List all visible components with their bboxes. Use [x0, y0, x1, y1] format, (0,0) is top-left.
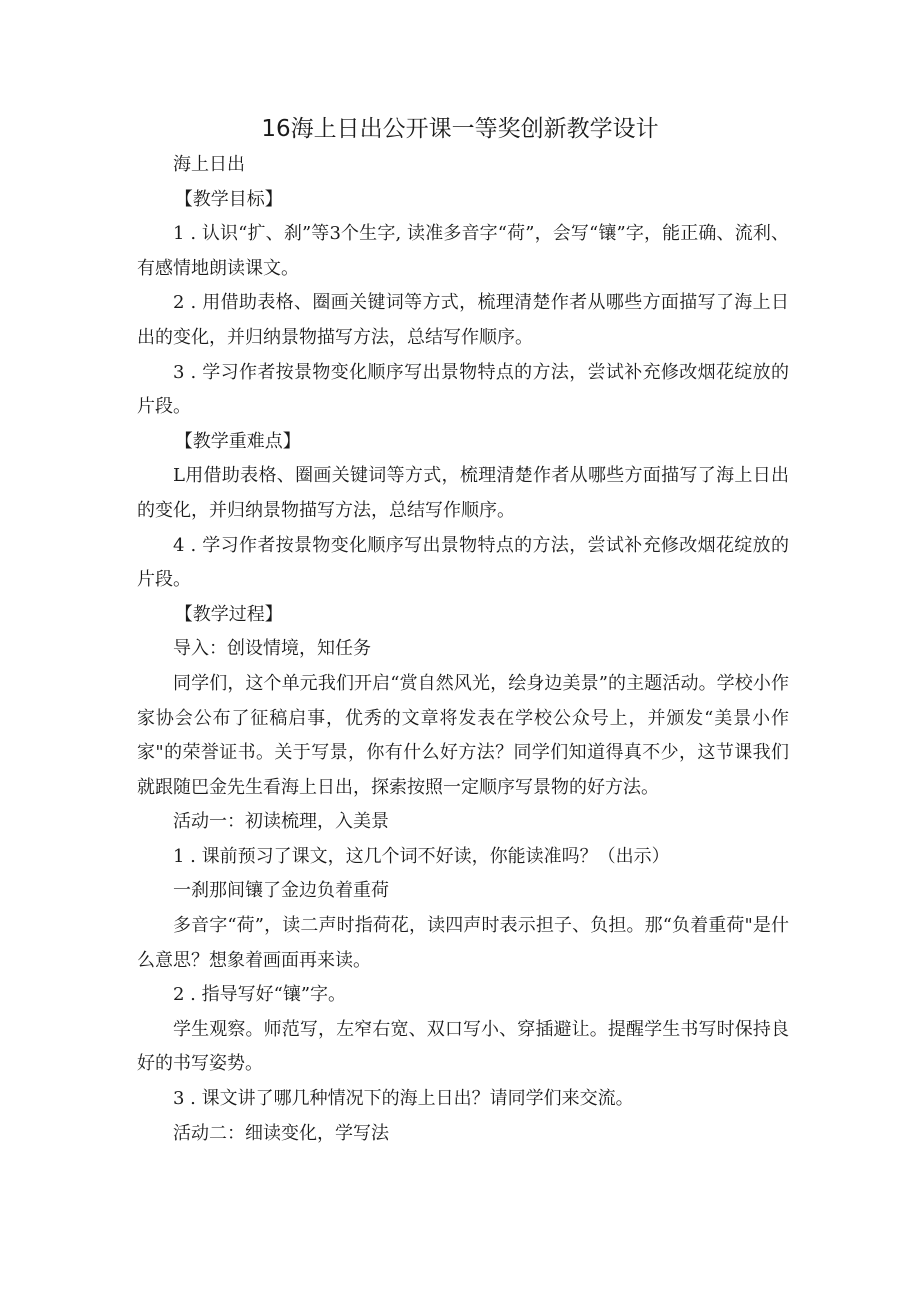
paragraph: 4 . 学习作者按景物变化顺序写出景物特点的方法，尝试补充修改烟花绽放的片段。	[137, 534, 789, 591]
paragraph: 3 . 学习作者按景物变化顺序写出景物特点的方法，尝试补充修改烟花绽放的片段。	[137, 361, 789, 418]
section-heading-process: 【教学过程】	[174, 603, 283, 625]
paragraph: 学生观察。师范写，左窄右宽、双口写小、穿插避让。提醒学生书写时保持良好的书写姿势。	[137, 1018, 789, 1075]
paragraph: 2 . 指导写好“镶”字。	[173, 984, 347, 1006]
paragraph: 活动一：初读梳理，入美景	[173, 811, 389, 833]
document-title: 16海上日出公开课一等奖创新教学设计	[261, 116, 659, 142]
paragraph: 一刹那间镶了金边负着重荷	[173, 880, 389, 902]
paragraph: L用借助表格、圈画关键词等方式，梳理清楚作者从哪些方面描写了海上日出的变化，并归纳景物描写方法，总结写作顺序。	[137, 465, 789, 521]
subtitle-paragraph: 海上日出	[173, 154, 245, 175]
paragraph: 活动二：细读变化，学写法	[173, 1122, 389, 1144]
paragraph: 1 . 课前预习了课文，这几个词不好读，你能读准吗？（出示）	[173, 845, 670, 867]
document-body	[137, 148, 789, 1151]
paragraph: 多音字“荷”，读二声时指荷花，读四声时表示担子、负担。那“负着重荷"是什么意思？想象着画面再来读。	[137, 915, 789, 971]
paragraph: 3 . 课文讲了哪几种情况下的海上日出？请同学们来交流。	[173, 1088, 634, 1110]
paragraph: 1 . 认识“扩、刹”等3个生字, 读准多音字“荷”，会写“镶”字，能正确、流利、有感情地朗读课文。	[137, 223, 789, 279]
paragraph: 导入：创设情境，知任务	[173, 638, 371, 660]
section-heading-key-points: 【教学重难点】	[174, 430, 301, 452]
paragraph: 2 . 用借助表格、圈画关键词等方式，梳理清楚作者从哪些方面描写了海上日出的变化，并归纳景物描写方法，总结写作顺序。	[137, 292, 789, 348]
paragraph: 同学们，这个单元我们开启“赏自然风光，绘身边美景”的主题活动。学校小作家协会公布了征稿启事，优秀的文章将发表在学校公众号上，并颁发“美景小作家"的荣誉证书。关于写景，你有什么好方法？同学们知道得真不少，这节课我们就跟随巴金先生看海上日出，探索按照一定顺序写景物的好方法。	[137, 672, 789, 798]
section-heading-objectives: 【教学目标】	[174, 188, 283, 210]
